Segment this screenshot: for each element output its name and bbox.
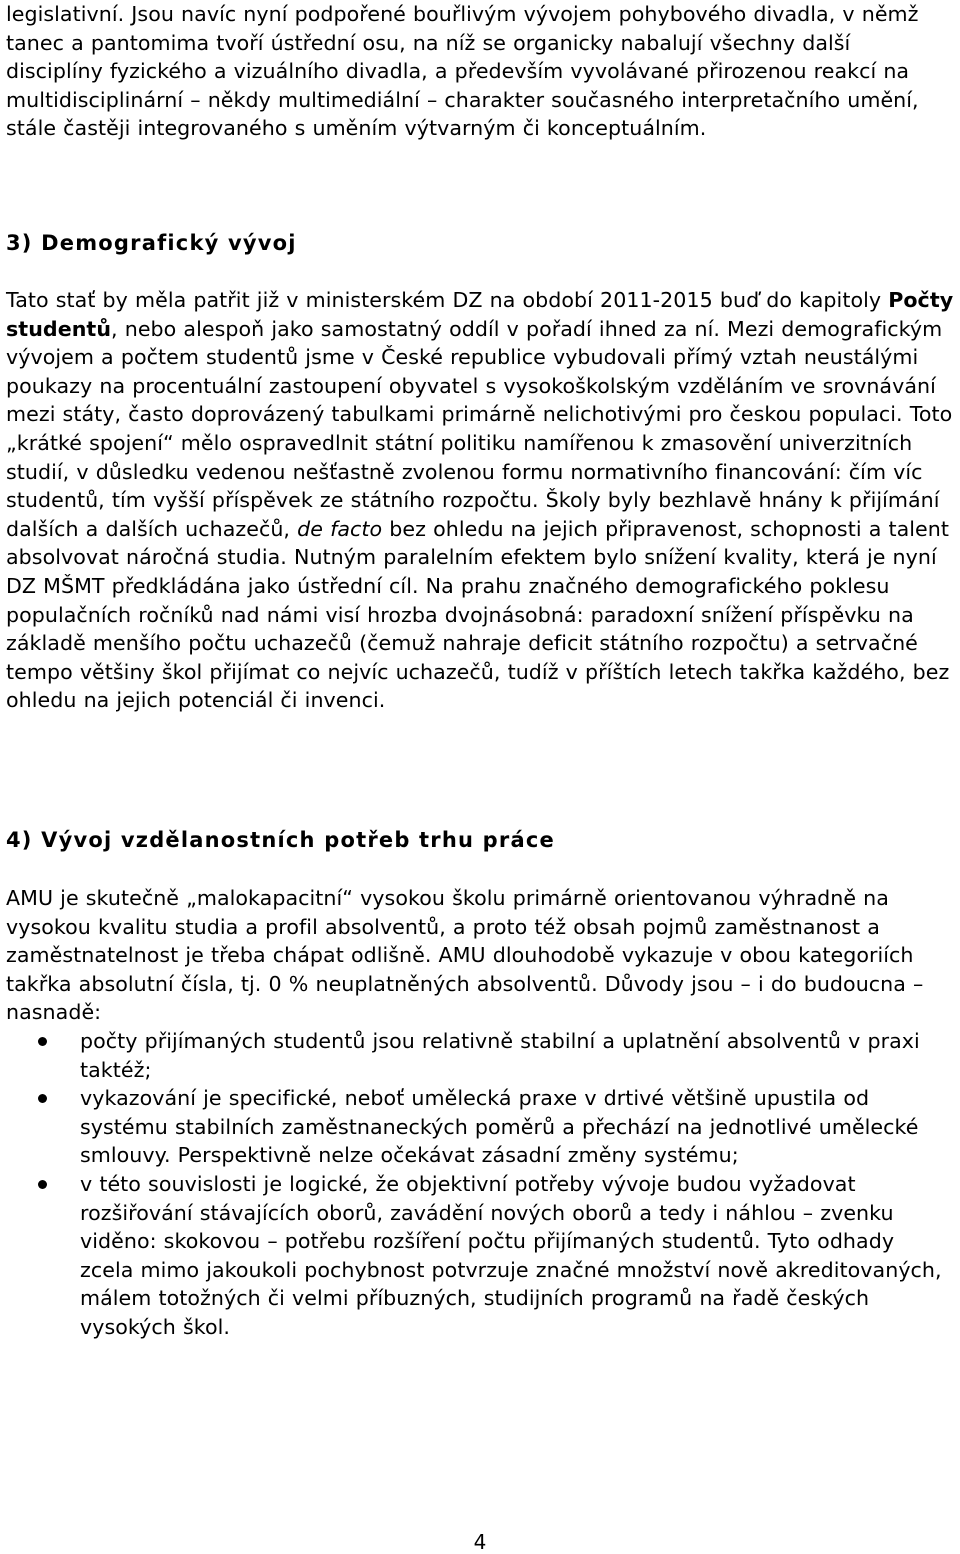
list-item bbox=[0, 1084, 950, 1170]
list-item bbox=[0, 1027, 950, 1084]
list-item-text: počty přijímaných studentů jsou relativně stabilní a uplatnění absolventů v praxi taktéž; bbox=[80, 1029, 920, 1082]
list-item-text: vykazování je specifické, neboť umělecká praxe v drtivé většině upustila od systému stabilních zaměstnaneckých poměrů a přechází na jednotlivé umělecké smlouvy. Perspektivně nelze očekávat zásadní změny systému; bbox=[80, 1086, 919, 1168]
section-3-paragraph bbox=[6, 286, 954, 715]
page-number: 4 bbox=[473, 1530, 487, 1554]
section-4-intro: AMU je skutečně „malokapacitní“ vysokou školu primárně orientovanou výhradně na vysokou kvalitu studia a profil absolventů, a proto též obsah pojmů zaměstnanost a zaměstnatelnost je třeba chápat odlišně. AMU dlouhodobě vykazuje v obou kategoriích takřka absolutní čísla, tj. 0 % neuplatněných absolventů. Důvody jsou – i do budoucna – nasnadě: bbox=[6, 886, 924, 1025]
bullet-icon bbox=[38, 1180, 47, 1189]
section-3-italic-term: de facto bbox=[297, 516, 383, 541]
list-item bbox=[0, 1170, 950, 1342]
section-4-bullet-list bbox=[0, 1027, 960, 1342]
list-item-text: v této souvislosti je logické, že objektivní potřeby vývoje budou vyžadovat rozšiřování stávajících oborů, zavádění nových oborů a tedy i náhlou – zvenku viděno: skokovou – potřebu rozšíření počtu přijímaných studentů. Tyto odhady zcela mimo jakoukoli pochybnost potvrzuje značné množství nově akreditovaných, málem totožných či velmi příbuzných, studijních programů na řadě českých vysokých škol. bbox=[80, 1171, 942, 1339]
section-3-text-part1: Tato stať by měla patřit již v ministerském DZ na období 2011-2015 buď do kapitoly bbox=[6, 288, 889, 312]
section-3-bold-term: Počty studentů bbox=[6, 288, 954, 341]
paragraph-continuation: legislativní. Jsou navíc nyní podpořené bouřlivým vývojem pohybového divadla, v němž tanec a pantomima tvoří ústřední osu, na níž se organicky nabalují všechny další disciplíny fyzického a vizuálního divadla, a především vyvolávané přirozenou reakcí na multidisciplinární – někdy multimediální – charakter současného interpretačního umění, stále častěji integrovaného s uměním výtvarným či konceptuálním. bbox=[6, 2, 919, 141]
section-3-text-part3: bez ohledu na jejich připravenost, schopnosti a talent absolvovat náročná studia. Nutným paralelním efektem bylo snížení kvality, která je nyní DZ MŠMT předkládána jako ústřední cíl. Na prahu značného demografického poklesu populačních ročníků nad námi visí hrozba dvojnásobná: paradoxní snížení příspěvku na základě menšího počtu uchazečů (čemuž nahraje deficit státního rozpočtu) a setrvačné tempo většiny škol přijímat co nejvíc uchazečů, tudíž v příštích letech takřka každého, bez ohledu na jejich potenciál či invenci. bbox=[6, 516, 950, 713]
bullet-icon bbox=[38, 1037, 47, 1046]
section-4-heading: 4) Vývoj vzdělanostních potřeb trhu práce bbox=[6, 828, 555, 852]
section-3-text-part2: , nebo alespoň jako samostatný oddíl v pořadí ihned za ní. Mezi demografickým vývojem a počtem studentů jsme v České republice vybudovali přímý vztah neustálými poukazy na procentuální zastoupení obyvatel s vysokoškolským vzděláním ve srovnávání mezi státy, často doprovázený tabulkami primárně nelichotivými pro českou populaci. Toto „krátké spojení“ mělo ospravedlnit státní politiku namířenou k zmasovění univerzitních studií, v důsledku vedenou nešťastně zvolenou formu normativního financování: čím víc studentů, tím vyšší příspěvek ze státního rozpočtu. Školy byly bezhlavě hnány k přijímání dalších a dalších uchazečů, bbox=[6, 316, 953, 541]
bullet-icon bbox=[38, 1094, 47, 1103]
section-3-heading: 3) Demografický vývoj bbox=[6, 231, 297, 255]
